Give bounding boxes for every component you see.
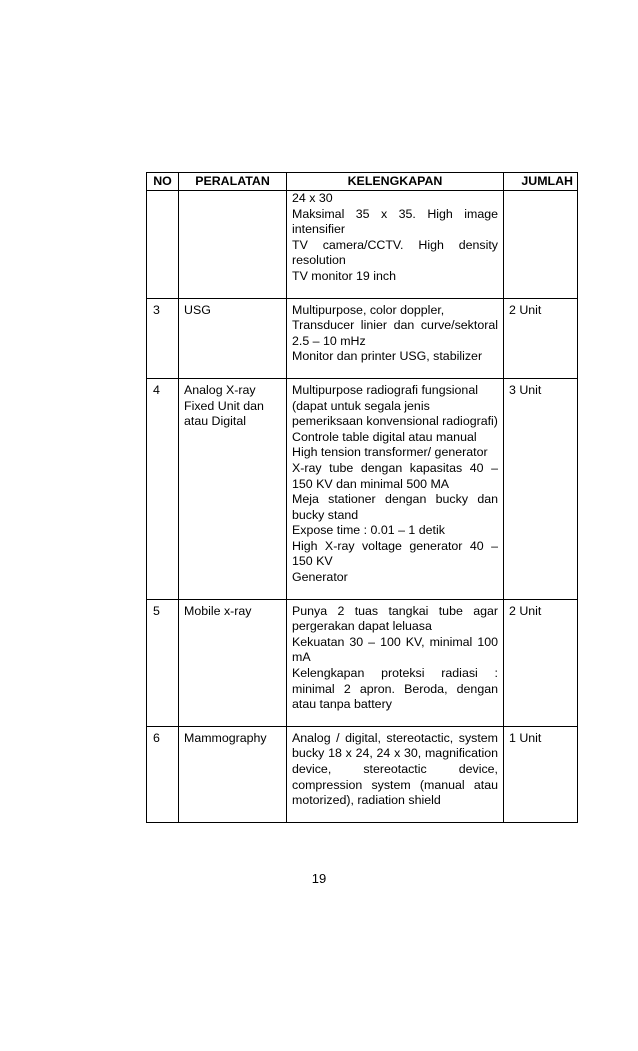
cell-no: 6 xyxy=(147,726,179,822)
table-row xyxy=(147,191,578,299)
detail-line: Punya 2 tuas tangkai tube agar pergerakan dapat leluasa xyxy=(292,603,498,634)
cell-peralatan: Mammography xyxy=(179,726,287,822)
cell-kelengkapan xyxy=(287,599,504,726)
equipment-table xyxy=(146,172,578,823)
cell-kelengkapan xyxy=(287,378,504,599)
cell-kelengkapan xyxy=(287,191,504,299)
header-jumlah: JUMLAH xyxy=(504,173,578,191)
cell-peralatan: Analog X-ray Fixed Unit dan atau Digital xyxy=(179,378,287,599)
detail-line: TV camera/CCTV. High density resolution xyxy=(292,237,498,268)
detail-line: Multipurpose radiografi fungsional (dapat untuk segala jenis pemeriksaan konvensional radiografi) xyxy=(292,382,498,429)
detail-line: Kelengkapan proteksi radiasi : minimal 2 apron. Beroda, dengan atau tanpa battery xyxy=(292,666,498,712)
cell-no xyxy=(147,191,179,299)
header-peralatan: PERALATAN xyxy=(179,173,287,191)
cell-jumlah: 2 Unit xyxy=(504,298,578,378)
cell-kelengkapan xyxy=(287,726,504,822)
detail-line: X-ray tube dengan kapasitas 40 – 150 KV dan minimal 500 MA xyxy=(292,460,498,491)
detail-line: Transducer linier dan curve/sektoral xyxy=(292,318,498,333)
header-kelengkapan: KELENGKAPAN xyxy=(287,173,504,191)
table-row xyxy=(147,298,578,378)
detail-line: Maksimal 35 x 35. High image intensifier xyxy=(292,206,498,237)
detail-line: Multipurpose, color doppler, xyxy=(292,302,445,317)
page-number: 19 xyxy=(311,871,327,886)
cell-peralatan xyxy=(179,191,287,299)
cell-jumlah: 1 Unit xyxy=(504,726,578,822)
cell-jumlah: 3 Unit xyxy=(504,378,578,599)
detail-line: Monitor dan printer USG, stabilizer xyxy=(292,349,483,364)
detail-line: Analog / digital, stereotactic, system bucky 18 x 24, 24 x 30, magnification device, stereotactic device, compression system (manual atau motorized), radiation shield xyxy=(292,730,498,808)
cell-jumlah xyxy=(504,191,578,299)
detail-line: Controle table digital atau manual xyxy=(292,429,477,444)
detail-line: TV monitor 19 inch xyxy=(292,268,396,283)
cell-jumlah: 2 Unit xyxy=(504,599,578,726)
table-header-row xyxy=(147,173,578,191)
detail-line: High tension transformer/ generator xyxy=(292,445,488,460)
table-row xyxy=(147,599,578,726)
table-row xyxy=(147,378,578,599)
cell-no: 4 xyxy=(147,378,179,599)
detail-line: 2.5 – 10 mHz xyxy=(292,333,366,348)
detail-line: 24 x 30 xyxy=(292,191,333,205)
cell-peralatan: Mobile x-ray xyxy=(179,599,287,726)
cell-no: 3 xyxy=(147,298,179,378)
detail-line: Meja stationer dengan bucky dan bucky stand xyxy=(292,492,498,522)
cell-kelengkapan xyxy=(287,298,504,378)
detail-line: Kekuatan 30 – 100 KV, minimal 100 mA xyxy=(292,634,498,665)
detail-line: Generator xyxy=(292,570,348,585)
detail-line: Expose time : 0.01 – 1 detik xyxy=(292,523,445,538)
table-row xyxy=(147,726,578,822)
detail-line: High X-ray voltage generator 40 – 150 KV xyxy=(292,538,498,569)
header-no: NO xyxy=(147,173,179,191)
cell-peralatan: USG xyxy=(179,298,287,378)
cell-no: 5 xyxy=(147,599,179,726)
